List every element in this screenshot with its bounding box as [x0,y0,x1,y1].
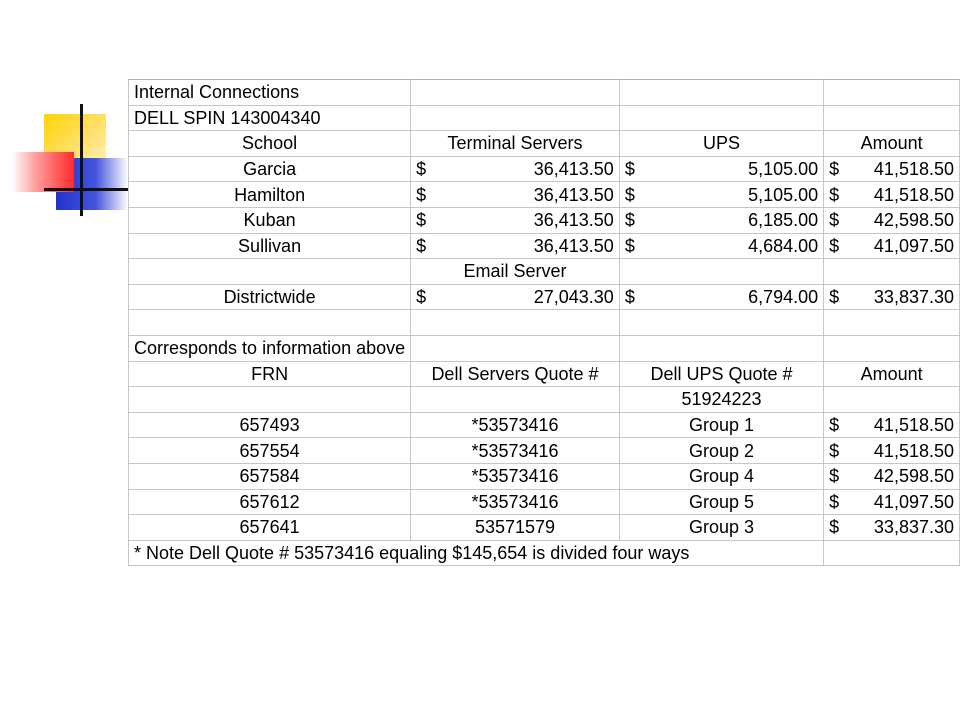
amount-value: 41,518.50 [873,184,954,205]
header-ups[interactable]: UPS [619,131,823,157]
ups-group-value[interactable]: Group 2 [619,438,823,464]
amount-cell[interactable] [824,515,960,541]
empty-cell[interactable] [619,80,823,106]
currency-symbol: $ [624,184,635,205]
server-quote-value[interactable]: *53573416 [411,412,620,438]
amount-cell[interactable] [824,207,960,233]
ups-quote-number[interactable]: 51924223 [619,387,823,413]
servers-value: 36,413.50 [533,159,614,180]
districtwide-name[interactable]: Districtwide [129,284,411,310]
amount-cell[interactable] [824,156,960,182]
amount-value: 41,097.50 [873,491,954,512]
email-server-label[interactable]: Email Server [411,259,620,285]
empty-cell[interactable] [824,540,960,566]
table-row [129,515,960,541]
empty-cell[interactable] [129,310,411,336]
currency-symbol: $ [829,235,840,256]
servers-cell[interactable] [411,182,620,208]
server-quote-value[interactable]: *53573416 [411,438,620,464]
school-name[interactable]: Sullivan [129,233,411,259]
note-cell[interactable]: * Note Dell Quote # 53573416 equaling $145,654 is divided four ways [129,540,824,566]
empty-cell[interactable] [824,310,960,336]
table-row [129,438,960,464]
currency-symbol: $ [829,466,840,487]
empty-cell[interactable] [411,80,620,106]
servers-value: 36,413.50 [533,184,614,205]
ups-quote-row [129,387,960,413]
servers-value: 36,413.50 [533,210,614,231]
header-frn[interactable]: FRN [129,361,411,387]
frn-value[interactable]: 657493 [129,412,411,438]
server-quote-value[interactable]: *53573416 [411,489,620,515]
servers-cell[interactable] [411,207,620,233]
logo-graphic [0,100,135,220]
servers-cell[interactable] [411,156,620,182]
empty-cell[interactable] [619,259,823,285]
districtwide-row [129,284,960,310]
empty-cell[interactable] [411,310,620,336]
servers-value: 36,413.50 [533,235,614,256]
ups-cell[interactable] [619,233,823,259]
frn-value[interactable]: 657554 [129,438,411,464]
empty-cell[interactable] [619,105,823,131]
empty-cell[interactable] [824,335,960,361]
amount-value: 42,598.50 [873,466,954,487]
table-row [129,207,960,233]
currency-symbol: $ [829,210,840,231]
currency-symbol: $ [624,210,635,231]
amount-cell[interactable] [824,233,960,259]
currency-symbol: $ [416,184,427,205]
frn-header-row [129,361,960,387]
currency-symbol: $ [829,491,840,512]
note-row [129,540,960,566]
logo-vertical-line [80,104,83,216]
school-name[interactable]: Hamilton [129,182,411,208]
amount-cell[interactable] [824,412,960,438]
header-dell-servers-quote[interactable]: Dell Servers Quote # [411,361,620,387]
frn-value[interactable]: 657584 [129,463,411,489]
corresponds-row [129,335,960,361]
empty-cell[interactable] [824,259,960,285]
table-row [129,156,960,182]
school-name[interactable]: Garcia [129,156,411,182]
frn-value[interactable]: 657612 [129,489,411,515]
amount-value: 41,518.50 [873,415,954,436]
empty-cell[interactable] [824,80,960,106]
ups-cell[interactable] [619,284,823,310]
table-row [129,489,960,515]
currency-symbol: $ [829,415,840,436]
amount-value: 41,097.50 [873,235,954,256]
currency-symbol: $ [829,440,840,461]
title-row [129,80,960,106]
title-cell[interactable]: Internal Connections [129,80,411,106]
ups-group-value[interactable]: Group 3 [619,515,823,541]
ups-value: 5,105.00 [748,159,819,180]
header-terminal-servers[interactable]: Terminal Servers [411,131,620,157]
currency-symbol: $ [416,235,427,256]
ups-cell[interactable] [619,156,823,182]
currency-symbol: $ [416,287,427,308]
currency-symbol: $ [829,517,840,538]
ups-group-value[interactable]: Group 1 [619,412,823,438]
ups-group-value[interactable]: Group 4 [619,463,823,489]
empty-cell[interactable] [619,310,823,336]
spreadsheet-table [128,79,960,566]
spin-row [129,105,960,131]
table-row [129,412,960,438]
table-row [129,463,960,489]
frn-value[interactable]: 657641 [129,515,411,541]
empty-cell[interactable] [129,259,411,285]
table-row [129,233,960,259]
empty-cell[interactable] [824,105,960,131]
ups-group-value[interactable]: Group 5 [619,489,823,515]
amount-cell[interactable] [824,182,960,208]
ups-value: 4,684.00 [748,235,819,256]
amount-value: 33,837.30 [873,287,954,308]
spin-cell[interactable]: DELL SPIN 143004340 [129,105,411,131]
corresponds-label[interactable]: Corresponds to information above [129,335,411,361]
amount-value: 42,598.50 [873,210,954,231]
blank-row [129,310,960,336]
currency-symbol: $ [624,287,635,308]
ups-cell[interactable] [619,207,823,233]
logo-horizontal-line [44,188,134,191]
ups-value: 6,794.00 [748,287,819,308]
empty-cell[interactable] [129,387,411,413]
header-dell-ups-quote[interactable]: Dell UPS Quote # [619,361,823,387]
currency-symbol: $ [829,159,840,180]
ups-value: 6,185.00 [748,210,819,231]
amount-cell[interactable] [824,438,960,464]
empty-cell[interactable] [411,335,620,361]
currency-symbol: $ [624,159,635,180]
amount-value: 33,837.30 [873,517,954,538]
empty-cell[interactable] [619,335,823,361]
server-quote-value[interactable]: 53571579 [411,515,620,541]
amount-value: 41,518.50 [873,440,954,461]
currency-symbol: $ [829,184,840,205]
servers-cell[interactable] [411,233,620,259]
amount-cell[interactable] [824,489,960,515]
header-amount[interactable]: Amount [824,131,960,157]
servers-cell[interactable] [411,284,620,310]
amount-cell[interactable] [824,284,960,310]
amount-cell[interactable] [824,463,960,489]
empty-cell[interactable] [411,387,620,413]
currency-symbol: $ [416,159,427,180]
ups-value: 5,105.00 [748,184,819,205]
ups-cell[interactable] [619,182,823,208]
header-school[interactable]: School [129,131,411,157]
table-row [129,182,960,208]
empty-cell[interactable] [824,387,960,413]
currency-symbol: $ [829,287,840,308]
header-amount[interactable]: Amount [824,361,960,387]
amount-value: 41,518.50 [873,159,954,180]
logo-red-square [12,152,74,192]
school-name[interactable]: Kuban [129,207,411,233]
email-server-row [129,259,960,285]
servers-value: 27,043.30 [533,287,614,308]
empty-cell[interactable] [411,105,620,131]
currency-symbol: $ [624,235,635,256]
currency-symbol: $ [416,210,427,231]
school-header-row [129,131,960,157]
server-quote-value[interactable]: *53573416 [411,463,620,489]
